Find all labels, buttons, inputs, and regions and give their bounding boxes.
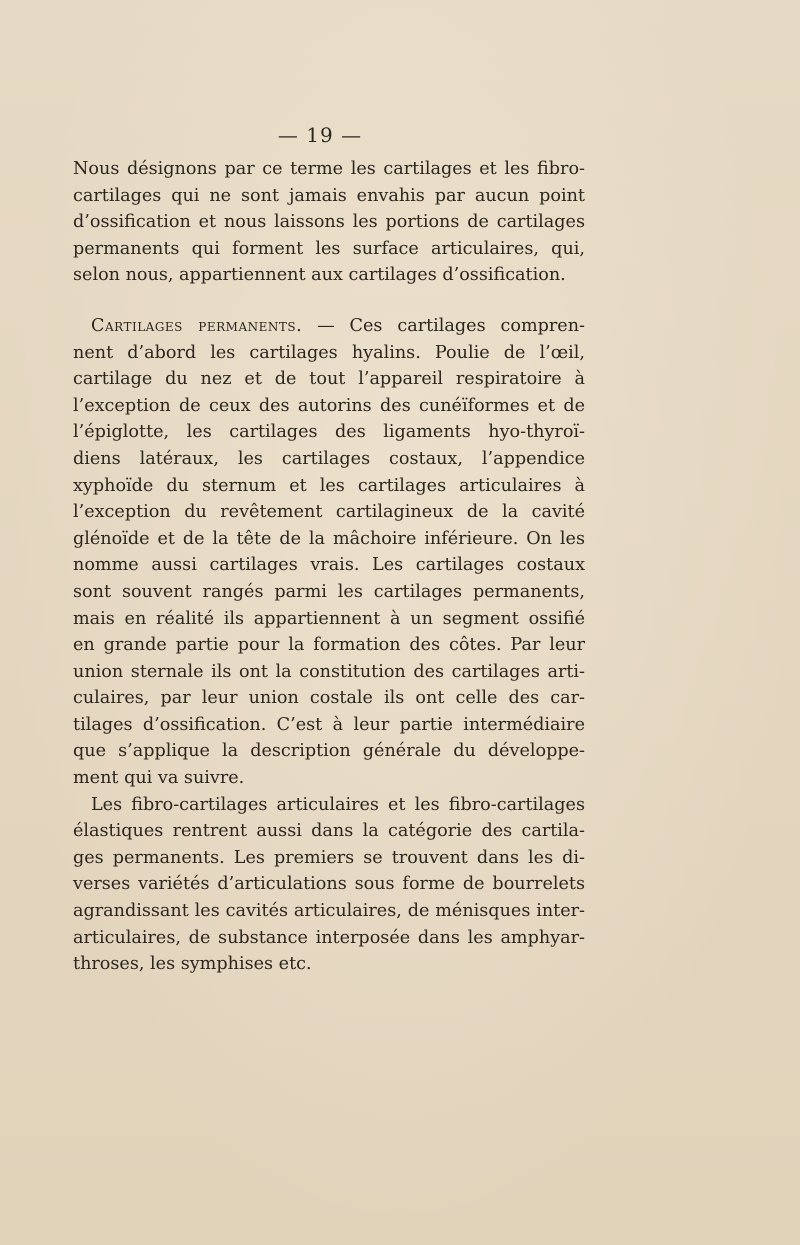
text-line: diens latéraux, les cartilages costaux, l’appendice — [73, 448, 585, 469]
text-line: sont souvent rangés parmi les cartilages permanents, — [73, 581, 585, 602]
paragraph-intro — [73, 156, 585, 289]
text-line: xyphoïde du sternum et les cartilages articulaires à — [73, 475, 585, 496]
paragraph-fibro-cartilages — [73, 792, 585, 978]
text-line: cartilage du nez et de tout l’appareil respiratoire à — [73, 369, 585, 390]
text-line: articulaires, de substance interposée dans les amphyar- — [73, 927, 585, 948]
text-line: cartilages qui ne sont jamais envahis par aucun point — [73, 185, 585, 206]
section-heading: Cartilages permanents. — [91, 315, 303, 336]
text-line: agrandissant les cavités articulaires, de ménisques inter- — [73, 901, 585, 922]
text-line: l’exception du revêtement cartilagineux de la cavité — [73, 502, 585, 523]
text-line: permanents qui forment les surface articulaires, qui, — [73, 238, 585, 259]
text-line: l’épiglotte, les cartilages des ligaments hyo-thyroï- — [73, 422, 585, 443]
text-line: selon nous, appartiennent aux cartilages d’ossification. — [73, 265, 566, 286]
text-line: d’ossification et nous laissons les portions de cartilages — [73, 212, 585, 233]
text-line: l’exception de ceux des autorins des cunéïformes et de — [73, 395, 585, 416]
text-line: élastiques rentrent aussi dans la catégorie des cartila- — [73, 821, 585, 842]
text-line: glénoïde et de la tête de la mâchoire inférieure. On les — [73, 528, 585, 549]
text-line: union sternale ils ont la constitution des cartilages arti- — [73, 661, 585, 682]
text-line: Les fibro-cartilages articulaires et les fibro-cartilages — [91, 794, 585, 815]
text-line-with-heading — [73, 313, 585, 340]
text-line: tilages d’ossification. C’est à leur partie intermédiaire — [73, 714, 585, 735]
heading-continuation: — Ces cartilages compren- — [317, 315, 585, 336]
text-line: throses, les symphises etc. — [73, 954, 312, 975]
text-line: culaires, par leur union costale ils ont celle des car- — [73, 688, 585, 709]
text-line: ges permanents. Les premiers se trouvent dans les di- — [73, 847, 585, 868]
text-line: nent d’abord les cartilages hyalins. Poulie de l’œil, — [73, 342, 585, 363]
paragraph-cartilages-permanents — [73, 313, 585, 792]
paragraph-gap — [73, 289, 585, 313]
text-line: ment qui va suivre. — [73, 768, 245, 789]
text-line: nomme aussi cartilages vrais. Les cartilages costaux — [73, 555, 585, 576]
text-line: mais en réalité ils appartiennent à un segment ossifié — [73, 608, 585, 629]
body-text — [73, 156, 585, 978]
text-line: verses variétés d’articulations sous forme de bourrelets — [73, 874, 585, 895]
text-line: en grande partie pour la formation des côtes. Par leur — [73, 635, 585, 656]
text-line: que s’applique la description générale du développe- — [73, 741, 585, 762]
page-number: — 19 — — [277, 123, 363, 147]
text-line: Nous désignons par ce terme les cartilages et les fibro- — [73, 159, 585, 179]
